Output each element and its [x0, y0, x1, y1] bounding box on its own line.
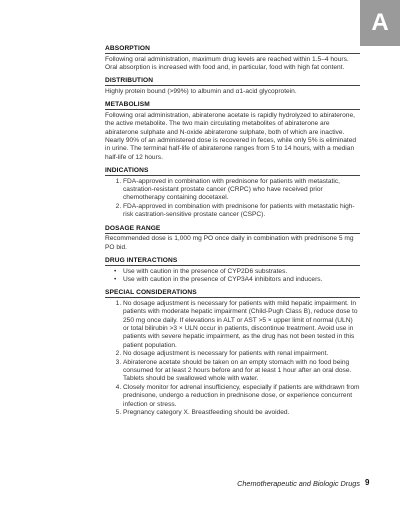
drug-monograph: [105, 45, 360, 423]
consideration-item: 2. No dosage adjustment is necessary for patients with renal impairment.: [123, 350, 360, 358]
section-tab-letter: A: [360, 0, 400, 46]
metabolism-section: [105, 101, 360, 162]
dosage-text: Recommended dose is 1,000 mg PO once daily in combination with prednisone 5 mg PO bid.: [105, 235, 354, 251]
drug-interactions-heading: DRUG INTERACTIONS: [105, 257, 360, 266]
absorption-heading: ABSORPTION: [105, 45, 360, 54]
special-considerations-list: [105, 300, 360, 418]
running-footer-title: Chemotherapeutic and Biologic Drugs: [237, 479, 360, 488]
absorption-section: [105, 45, 360, 72]
dosage-heading: DOSAGE RANGE: [105, 225, 360, 234]
drug-interactions-list: [105, 268, 360, 285]
indications-list: [105, 178, 360, 220]
special-considerations-section: [105, 289, 360, 417]
consideration-item: 3. Abiraterone acetate should be taken on an empty stomach with no food being consumed for at least 2 hours before and for at least 1 hour after an oral dose. Tablets should be swallowed whole with water.: [123, 359, 360, 384]
distribution-text: Highly protein bound (>99%) to albumin and α1-acid glycoprotein.: [105, 87, 297, 95]
dosage-section: [105, 225, 360, 252]
indications-section: [105, 167, 360, 220]
indication-item: 2. FDA-approved in combination with prednisone for patients with metastatic high-risk castration-sensitive prostate cancer (CSPC).: [123, 203, 360, 220]
distribution-section: [105, 77, 360, 96]
consideration-item: 5. Pregnancy category X. Breastfeeding should be avoided.: [123, 409, 360, 417]
interaction-item: • Use with caution in the presence of CYP2D6 substrates.: [123, 268, 360, 276]
interaction-item: • Use with caution in the presence of CYP3A4 inhibitors and inducers.: [123, 276, 360, 284]
consideration-item: 4. Closely monitor for adrenal insufficiency, especially if patients are withdrawn from prednisone, undergo a reduction in prednisone dose, or experience concurrent infection or stress.: [123, 384, 360, 409]
metabolism-heading: METABOLISM: [105, 101, 360, 110]
metabolism-text: Following oral administration, abiraterone acetate is rapidly hydrolyzed to abiraterone, the active metabolite. The two main circulating metabolites of abiraterone are abiraterone sulphate and N-oxide abiraterone sulphate, both of which are inactive. Nearly 90% of an administered dose is recovered in feces, while only 5% is eliminated in urine. The terminal half-life of abiraterone ranges from 5 to 14 hours, with a median half-life of 12 hours.: [105, 111, 357, 161]
special-considerations-heading: SPECIAL CONSIDERATIONS: [105, 289, 360, 298]
consideration-item: 1. No dosage adjustment is necessary for patients with mild hepatic impairment. In patients with moderate hepatic impairment (Child-Pugh Class B), reduce dose to 250 mg once daily. If elevations in ALT or AST >5 × upper limit of normal (ULN) or total bilirubin >3 × ULN occur in patients, discontinue treatment. Avoid use in patients with severe hepatic impairment, as the drug has not been tested in this patient population.: [123, 300, 360, 350]
absorption-text: Following oral administration, maximum drug levels are reached within 1.5–4 hours. Oral absorption is increased with food and, in particular, food with high fat content.: [105, 55, 349, 71]
drug-interactions-section: [105, 257, 360, 284]
indications-heading: INDICATIONS: [105, 167, 360, 176]
page-number: 9: [365, 478, 370, 487]
distribution-heading: DISTRIBUTION: [105, 77, 360, 86]
indication-item: 1. FDA-approved in combination with prednisone for patients with metastatic, castration-resistant prostate cancer (CRPC) who have received prior chemotherapy containing docetaxel.: [123, 178, 360, 203]
